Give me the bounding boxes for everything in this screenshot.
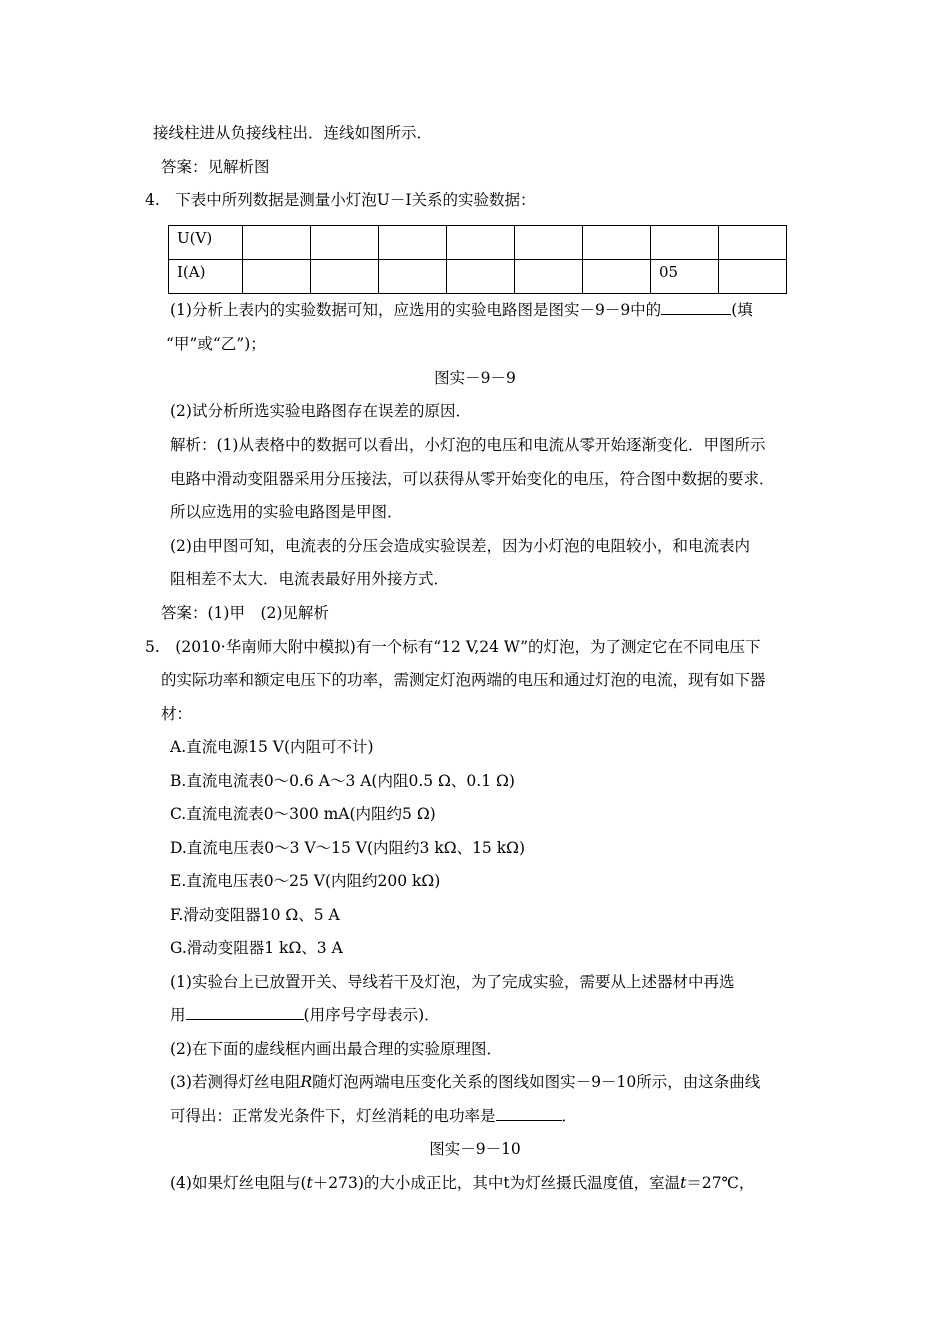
table-cell <box>243 260 311 294</box>
option-g: G.滑动变阻器1 kΩ、3 A <box>170 939 343 957</box>
answer-line: 答案：见解析图 <box>161 158 270 176</box>
text-span: (用序号字母表示)． <box>303 1006 440 1024</box>
answer-blank <box>186 1005 304 1020</box>
table-cell <box>311 260 379 294</box>
question-5-part-1-cont <box>170 1005 440 1025</box>
question-5-part-4 <box>170 1173 754 1193</box>
text-span: ＝27℃， <box>686 1174 755 1192</box>
table-cell <box>583 260 651 294</box>
text-span: (4)如果灯丝电阻与( <box>170 1174 307 1192</box>
table-cell <box>447 260 515 294</box>
text-span: (3)若测得灯丝电阻 <box>170 1073 301 1091</box>
option-e: E.直流电压表0～25 V(内阻约200 kΩ) <box>170 872 441 890</box>
text-line: “甲”或“乙”)； <box>166 335 266 353</box>
question-4-part-1 <box>170 300 753 320</box>
text-span: 用 <box>170 1006 186 1024</box>
question-4-title: 4. 下表中所列数据是测量小灯泡U－I关系的实验数据： <box>145 191 536 209</box>
analysis-line: 所以应选用的实验电路图是甲图． <box>170 503 403 521</box>
table-cell <box>311 226 379 260</box>
text-span: (1)分析上表内的实验数据可知，应选用的实验电路图是图实－9－9中的 <box>170 301 662 319</box>
analysis-line: 电路中滑动变阻器采用分压接法，可以获得从零开始变化的电压，符合图中数据的要求． <box>170 470 775 488</box>
option-b: B.直流电流表0～0.6 A～3 A(内阻0.5 Ω、0.1 Ω) <box>170 772 515 790</box>
data-table <box>168 225 787 294</box>
table-cell <box>447 226 515 260</box>
table-cell <box>379 226 447 260</box>
question-5-part-2: (2)在下面的虚线框内画出最合理的实验原理图． <box>170 1040 502 1058</box>
option-a: A.直流电源15 V(内阻可不计) <box>170 738 374 756</box>
question-5-part-3-cont <box>170 1106 577 1126</box>
table-row <box>169 226 787 260</box>
table-header-cell: I(A) <box>169 260 243 294</box>
question-5-title: 5. (2010·华南师大附中模拟)有一个标有“12 V,24 W”的灯泡，为了测定它在不同电压下 <box>145 638 761 656</box>
table-cell <box>515 260 583 294</box>
analysis-line: 阻相差不太大．电流表最好用外接方式． <box>170 570 450 588</box>
table-cell <box>719 260 787 294</box>
text-line: 接线柱进从负接线柱出．连线如图所示． <box>153 124 433 142</box>
table-cell <box>583 226 651 260</box>
table-header-cell: U(V) <box>169 226 243 260</box>
option-f: F.滑动变阻器10 Ω、5 A <box>170 906 340 924</box>
option-d: D.直流电压表0～3 V～15 V(内阻约3 kΩ、15 kΩ) <box>170 839 526 857</box>
text-line: 材： <box>161 705 193 723</box>
question-4-part-2: (2)试分析所选实验电路图存在误差的原因． <box>170 402 471 420</box>
question-5-part-1: (1)实验台上已放置开关、导线若干及灯泡，为了完成实验，需要从上述器材中再选 <box>170 973 735 991</box>
text-span: ． <box>561 1107 578 1125</box>
text-span: 可得出：正常发光条件下，灯丝消耗的电功率是 <box>170 1107 496 1125</box>
figure-caption: 图实－9－9 <box>434 369 516 387</box>
text-span: (填 <box>731 301 753 319</box>
table-row <box>169 260 787 294</box>
text-span: 随灯泡两端电压变化关系的图线如图实－9－10所示，由这条曲线 <box>312 1073 761 1091</box>
table-cell: 05 <box>651 260 719 294</box>
table-cell <box>379 260 447 294</box>
question-5-part-3 <box>170 1072 760 1092</box>
answer-blank <box>496 1106 562 1121</box>
analysis-line: (2)由甲图可知，电流表的分压会造成实验误差，因为小灯泡的电阻较小，和电流表内 <box>170 537 750 555</box>
variable-r: R <box>300 1073 313 1091</box>
table-cell <box>719 226 787 260</box>
analysis-line: 解析：(1)从表格中的数据可以看出，小灯泡的电压和电流从零开始逐渐变化．甲图所示 <box>170 436 766 454</box>
answer-blank <box>661 300 731 315</box>
text-line: 的实际功率和额定电压下的功率，需测定灯泡两端的电压和通过灯泡的电流，现有如下器 <box>161 671 766 689</box>
table-cell <box>651 226 719 260</box>
figure-caption: 图实－9－10 <box>429 1140 521 1158</box>
table-cell <box>243 226 311 260</box>
text-span: ＋273)的大小成正比，其中t为灯丝摄氏温度值，室温 <box>312 1174 681 1192</box>
table-cell <box>515 226 583 260</box>
variable-t: t <box>306 1174 313 1192</box>
answer-line: 答案：(1)甲 (2)见解析 <box>161 604 329 622</box>
option-c: C.直流电流表0～300 mA(内阻约5 Ω) <box>170 805 436 823</box>
variable-t: t <box>680 1174 687 1192</box>
